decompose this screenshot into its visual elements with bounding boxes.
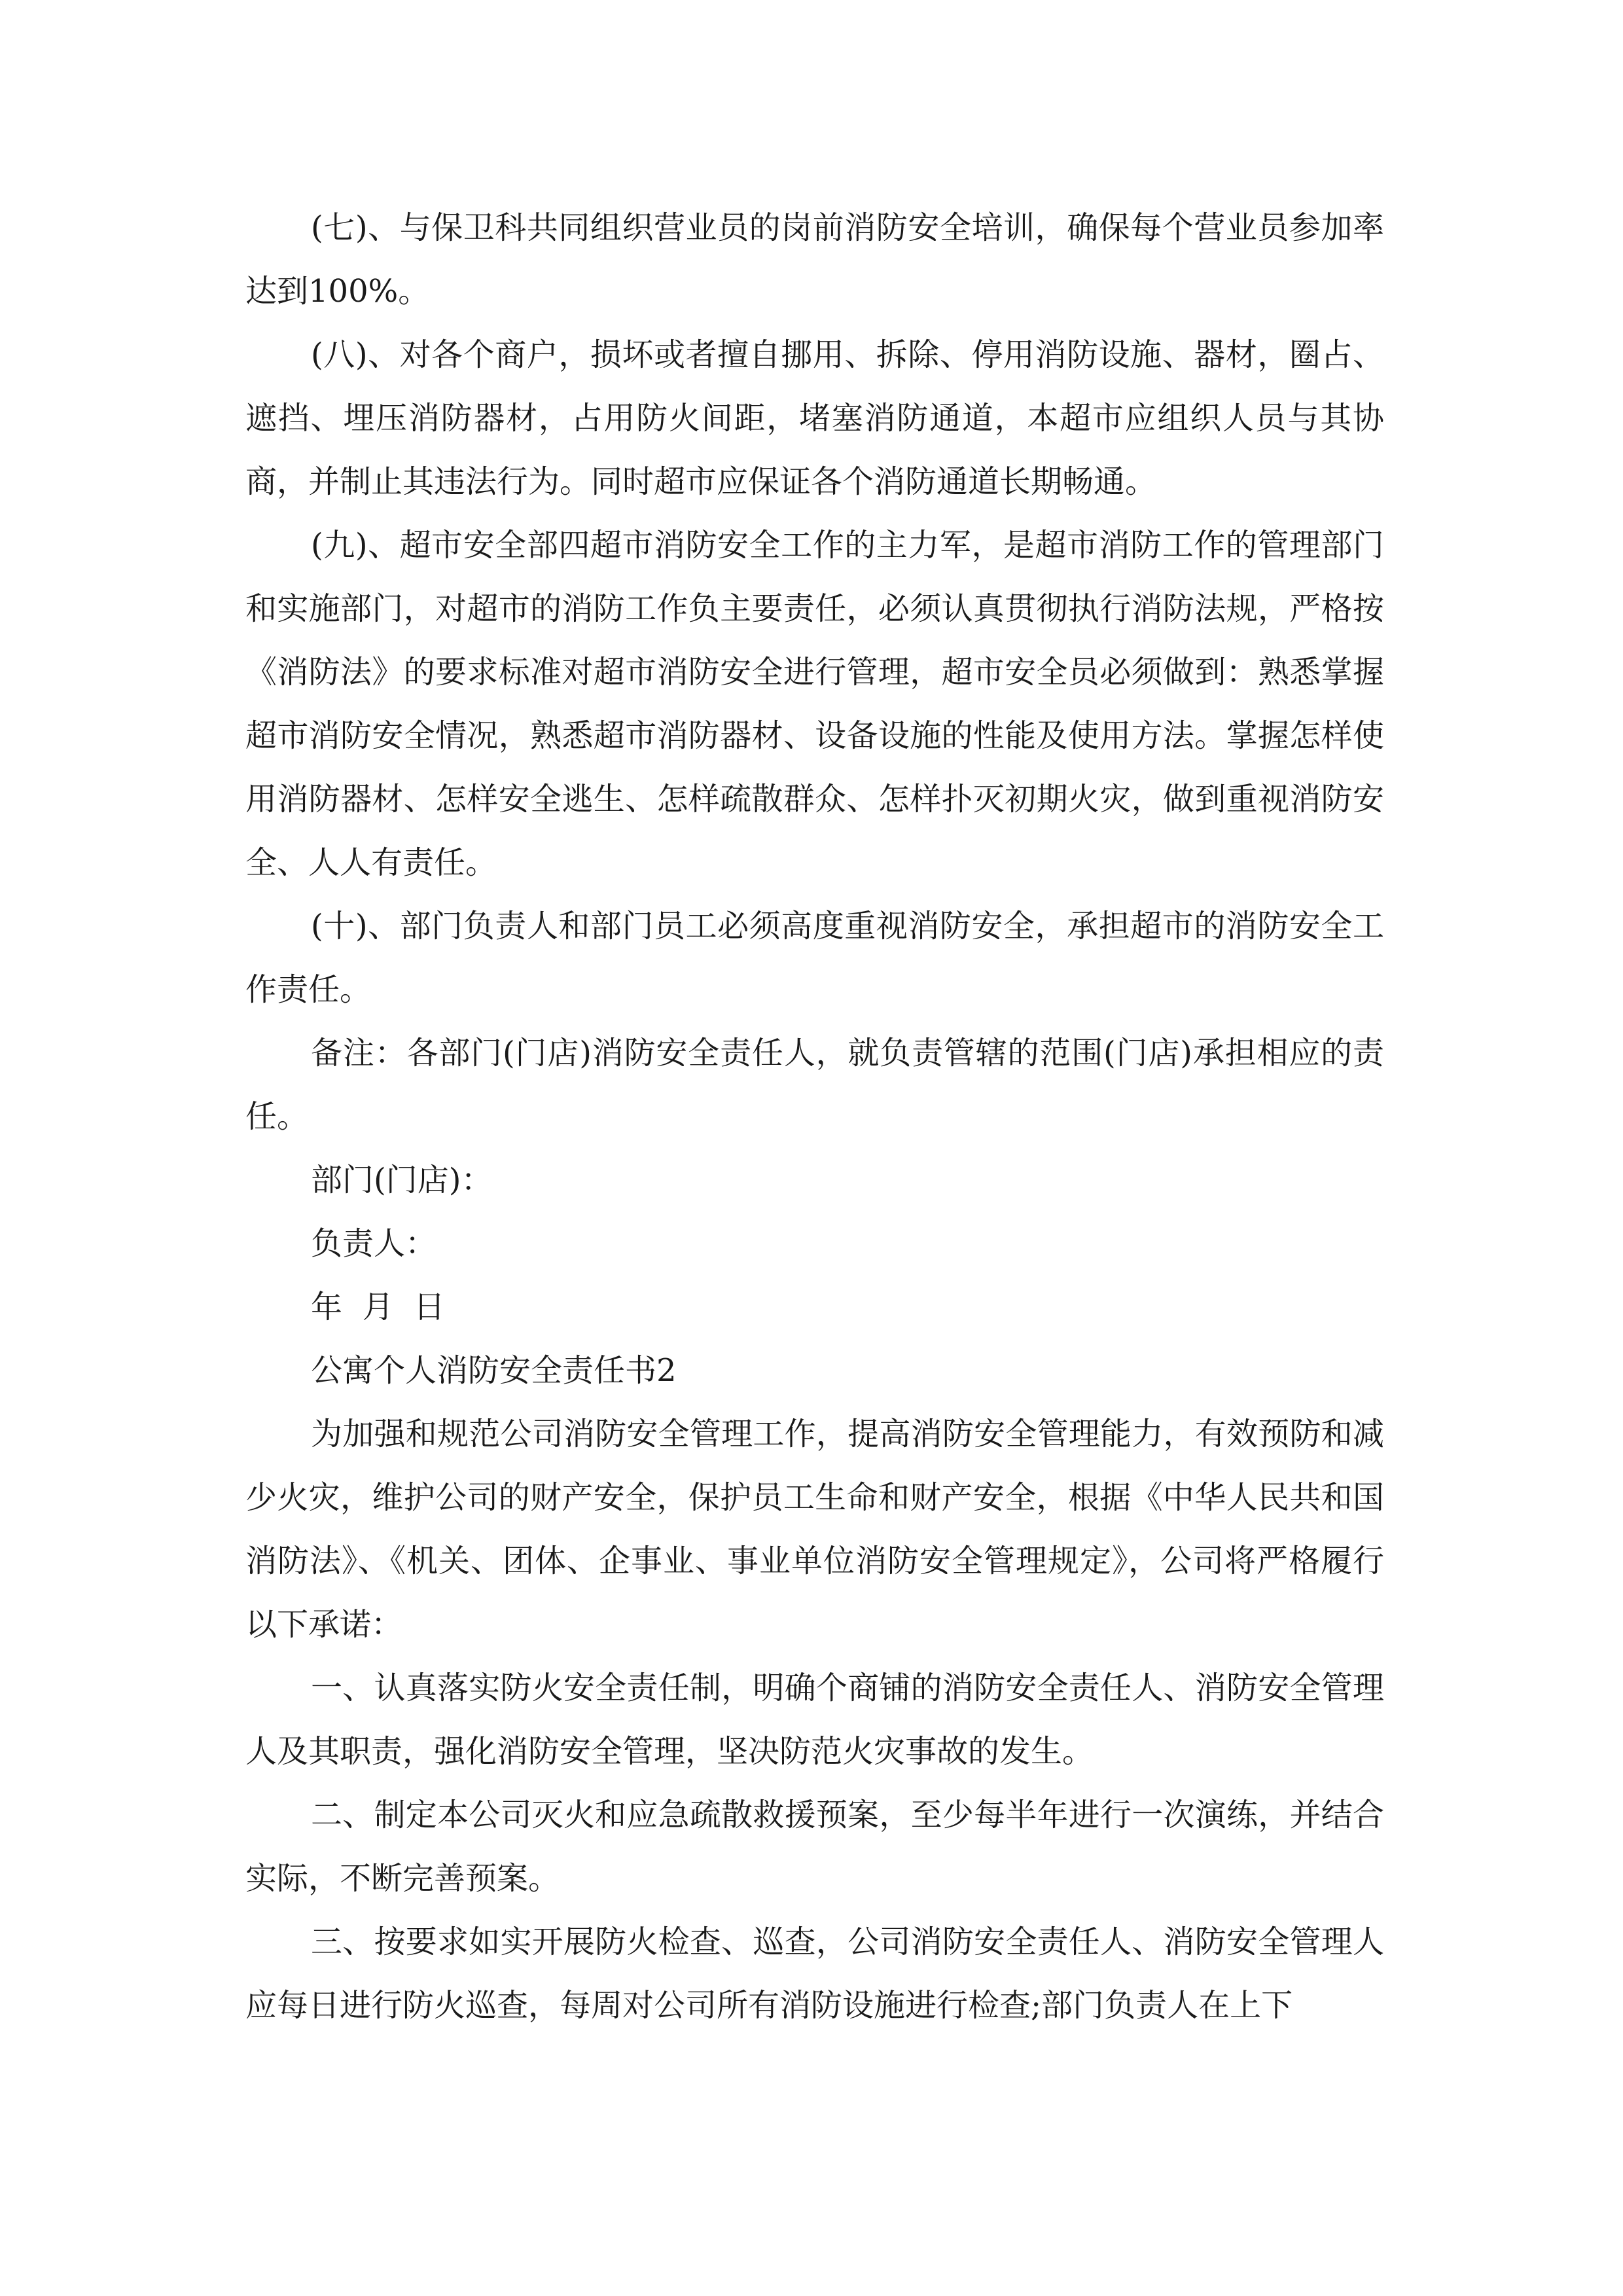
intro-paragraph: 为加强和规范公司消防安全管理工作，提高消防安全管理能力，有效预防和减少火灾，维护公司的财产安全，保护员工生命和财产安全，根据《中华人民共和国消防法》、《机关、团体、企事业、事业单位消防安全管理规定》，公司将严格履行以下承诺： xyxy=(245,1416,1384,1643)
document-body xyxy=(245,196,1384,2037)
date-line: 年 月 日 xyxy=(311,1289,446,1325)
responsible-person-line: 负责人： xyxy=(311,1225,437,1262)
commitment-item-2: 二、制定本公司灭火和应急疏散救援预案，至少每半年进行一次演练，并结合实际，不断完善预案。 xyxy=(245,1797,1384,1897)
paragraph-item-8: (八)、对各个商户，损坏或者擅自挪用、拆除、停用消防设施、器材，圈占、遮挡、埋压消防器材，占用防火间距，堵塞消防通道，本超市应组织人员与其协商，并制止其违法行为。同时超市应保证各个消防通道长期畅通。 xyxy=(245,336,1384,500)
section-title: 公寓个人消防安全责任书2 xyxy=(311,1352,677,1389)
commitment-item-3: 三、按要求如实开展防火检查、巡查，公司消防安全责任人、消防安全管理人应每日进行防火巡查，每周对公司所有消防设施进行检查;部门负责人在上下 xyxy=(245,1924,1384,2024)
paragraph-item-7: (七)、与保卫科共同组织营业员的岗前消防安全培训，确保每个营业员参加率达到100%。 xyxy=(245,209,1384,310)
department-line: 部门(门店)： xyxy=(311,1162,493,1198)
paragraph-item-10: (十)、部门负责人和部门员工必须高度重视消防安全，承担超市的消防安全工作责任。 xyxy=(245,908,1384,1008)
commitment-item-1: 一、认真落实防火安全责任制，明确个商铺的消防安全责任人、消防安全管理人及其职责，强化消防安全管理，坚决防范火灾事故的发生。 xyxy=(245,1670,1384,1770)
paragraph-item-9: (九)、超市安全部四超市消防安全工作的主力军，是超市消防工作的管理部门和实施部门，对超市的消防工作负主要责任，必须认真贯彻执行消防法规，严格按《消防法》的要求标准对超市消防安全进行管理，超市安全员必须做到：熟悉掌握超市消防安全情况，熟悉超市消防器材、设备设施的性能及使用方法。掌握怎样使用消防器材、怎样安全逃生、怎样疏散群众、怎样扑灭初期火灾，做到重视消防安全、人人有责任。 xyxy=(245,527,1384,881)
note-paragraph: 备注：各部门(门店)消防安全责任人，就负责管辖的范围(门店)承担相应的责任。 xyxy=(245,1035,1384,1135)
